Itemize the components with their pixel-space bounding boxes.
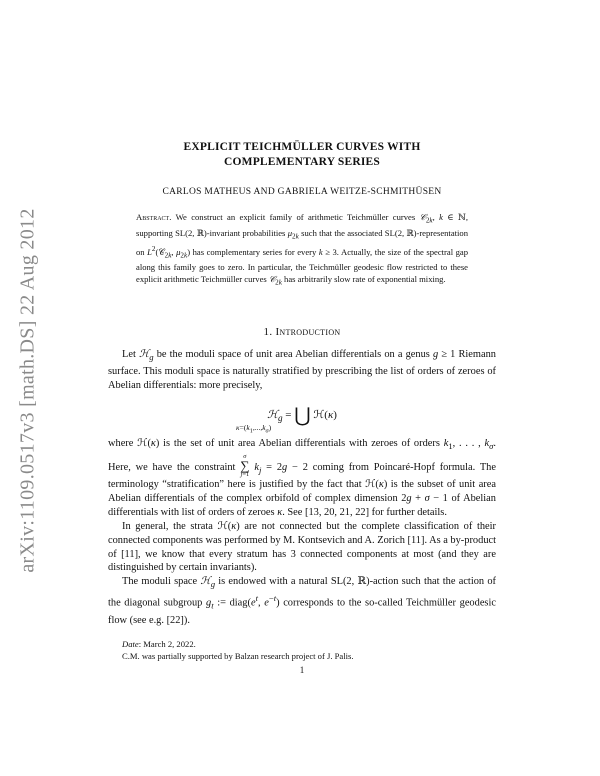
- intro-paragraph-3: In general, the strata ℋ(κ) are not connected but the complete classification of their connected components was performed by M. Kontsevich and A. Zorich [11]. As a by-product of [11], we know that every stratum has 3 connected components at most (and they are distinguished by certain invariants).: [108, 520, 497, 574]
- footnote-support: C.M. was partially supported by Balzan research project of J. Palis.: [122, 650, 354, 661]
- footnotes: [108, 638, 496, 662]
- abstract-text-6: has arbitrarily slow rate of exponential mixing.: [281, 274, 446, 285]
- section-title: Introduction: [275, 326, 341, 339]
- intro-paragraph-4: The moduli space ℋ$_g$ is endowed with a natural SL(2, ℝ)-action such that the action of the diagonal subgroup $g_t$ := $diag(e^t$, $e^{-t}$) corresponds to the so-called Teichmüller geodesic flow (see e.g. [22]).: [108, 576, 496, 626]
- abstract: Abstract. We construct an explicit family of arithmetic Teichmüller curves 𝒞$_{2k}$, k ∈ ℕ, supporting SL(2, ℝ)-invariant probabilities $\mu_{2k}$ such that the associated SL(2, ℝ)-representation on $L^2(𝒞_{2k}$, $\mu_{2k}$) has complementary series for every k ≥ 3. Actually, the size of the spectral gap along this family goes to zero. In particular, the Teichmüller geodesic flow restricted to these explicit arithmetic Teichmüller curves 𝒞$_{2k}$ has arbitrarily slow rate of exponential mixing.: [136, 212, 469, 288]
- section-heading: [108, 326, 496, 338]
- title-line-2: COMPLEMENTARY SERIES: [224, 156, 380, 168]
- paper-title: [108, 140, 496, 170]
- title-line-1: EXPLICIT TEICHMÜLLER CURVES WITH: [183, 141, 421, 153]
- abstract-text-4: has complementary series for every: [190, 246, 319, 257]
- paper-page: [108, 140, 496, 675]
- authors: CARLOS MATHEUS AND GABRIELA WEITZE-SCHMITHÜSEN: [162, 187, 442, 197]
- intro-paragraph-2: where ℋ(κ) is the set of unit area Abelian differentials with zeroes of orders $k_1$, . . . , $k_\sigma$. Here, we have the constraint σ ∑ j=1 $k_j = 2g - 2$ coming from Poincaré-Hopf formula. The terminology “stratification” here is justified by the fact that ℋ(κ) is the subset of unit area Abelian differentials of the complex orbifold of complex dimension 2g + σ − 1 of Abelian differentials with list of orders of zeroes κ. See [13, 20, 21, 22] for further details.: [108, 438, 497, 518]
- abstract-text-3: such that the associated SL(2, ℝ)-representation on: [136, 227, 468, 257]
- page-number: 1: [299, 664, 305, 675]
- abstract-text-5: . Actually, the size of the spectral gap along this family goes to zero. In particular, the Teichmüller geodesic flow restricted to these explicit arithmetic Teichmüller curves: [136, 246, 469, 285]
- abstract-text-2: , supporting SL(2, ℝ)-invariant probabilities: [136, 212, 469, 238]
- footnote-date: Date: March 2, 2022.: [122, 638, 196, 649]
- abstract-text-1: We construct an explicit family of arithmetic Teichmüller curves: [175, 212, 420, 222]
- section-number: 1.: [263, 326, 273, 339]
- intro-paragraph-1: Let ℋ$_g$ be the moduli space of unit area Abelian differentials on a genus g ≥ 1 Riemann surface. This moduli space is naturally stratified by prescribing the list of orders of zeroes of Abelian differentials: more precisely,: [108, 349, 496, 392]
- abstract-label: Abstract.: [136, 212, 172, 222]
- arxiv-stamp: [10, 190, 46, 590]
- arxiv-stamp-text: arXiv:1109.0517v3 [math.DS] 22 Aug 2012: [16, 207, 39, 573]
- stratification-equation: ℋ$_g$ = ⋃ ℋ(κ) $\kappa=(k_1,...,k_\sigma)$: [236, 405, 337, 435]
